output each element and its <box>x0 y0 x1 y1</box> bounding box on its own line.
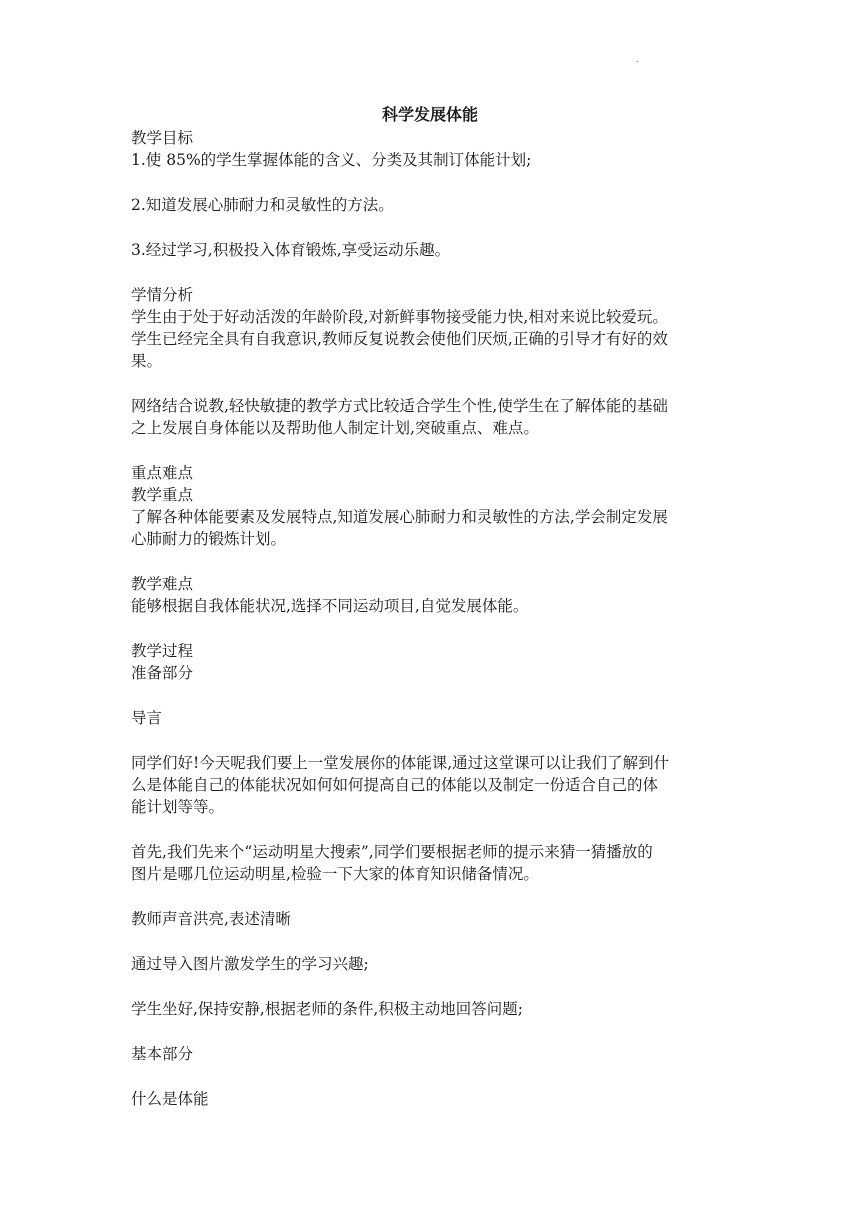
paragraph-gap <box>131 439 731 462</box>
text-line: 能计划等等。 <box>131 798 225 816</box>
text-line: 教学过程 <box>131 642 194 660</box>
text-line: 学生坐好,保持安静,根据老师的条件,积极主动地回答问题; <box>131 1000 524 1018</box>
text-line: 学生已经完全具有自我意识,教师反复说教会使他们厌烦,正确的引导才有好的效 <box>131 330 668 348</box>
text-line: 么是体能自己的体能状况如何如何提高自己的体能以及制定一份适合自己的体 <box>131 776 659 794</box>
paragraph-gap <box>131 818 731 841</box>
text-line: 2.知道发展心肺耐力和灵敏性的方法。 <box>131 196 394 214</box>
text-line: 之上发展自身体能以及帮助他人制定计划,突破重点、难点。 <box>131 419 539 437</box>
paragraph-gap <box>131 550 731 573</box>
text-line: 准备部分 <box>131 664 194 682</box>
text-line: 通过导入图片激发学生的学习兴趣; <box>131 955 369 973</box>
text-line: 1.使 85%的学生掌握体能的含义、分类及其制订体能计划; <box>131 151 532 169</box>
paragraph-gap <box>131 617 731 640</box>
paragraph-gap <box>131 1065 731 1088</box>
paragraph-gap <box>131 261 731 284</box>
document-title: 科学发展体能 <box>381 105 478 124</box>
paragraph-gap <box>131 729 731 752</box>
text-line: 教师声音洪亮,表述清晰 <box>131 910 291 928</box>
paragraph-gap <box>131 171 731 194</box>
text-line: 果。 <box>131 352 163 370</box>
paragraph-gap <box>131 684 731 707</box>
text-line: 学生由于处于好动活泼的年龄阶段,对新鲜事物接受能力快,相对来说比较爱玩。 <box>131 308 668 326</box>
paragraph-gap <box>131 216 731 239</box>
text-line: 图片是哪几位运动明星,检验一下大家的体育知识储备情况。 <box>131 865 539 883</box>
paragraph-gap <box>131 975 731 998</box>
text-line: 教学重点 <box>131 486 194 504</box>
text-line: 教学目标 <box>131 129 194 147</box>
corner-mark: . <box>636 55 639 64</box>
paragraph-gap <box>131 1020 731 1043</box>
paragraph-gap <box>131 930 731 953</box>
text-line: 重点难点 <box>131 464 194 482</box>
text-line: 网络结合说教,轻快敏捷的教学方式比较适合学生个性,使学生在了解体能的基础 <box>131 397 668 415</box>
text-line: 首先,我们先来个“运动明星大搜索”,同学们要根据老师的提示来猜一猜播放的 <box>131 843 653 861</box>
text-line: 同学们好!今天呢我们要上一堂发展你的体能课,通过这堂课可以让我们了解到什 <box>131 754 670 772</box>
text-line: 什么是体能 <box>131 1090 209 1108</box>
text-line: 导言 <box>131 709 163 727</box>
text-line: 学情分析 <box>131 286 194 304</box>
document-body <box>131 127 731 1110</box>
paragraph-gap <box>131 885 731 908</box>
text-line: 教学难点 <box>131 575 194 593</box>
text-line: 能够根据自我体能状况,选择不同运动项目,自觉发展体能。 <box>131 597 529 615</box>
text-line: 了解各种体能要素及发展特点,知道发展心肺耐力和灵敏性的方法,学会制定发展 <box>131 508 668 526</box>
text-line: 基本部分 <box>131 1045 194 1063</box>
text-line: 3.经过学习,积极投入体育锻炼,享受运动乐趣。 <box>131 241 451 259</box>
text-line: 心肺耐力的锻炼计划。 <box>131 530 287 548</box>
paragraph-gap <box>131 372 731 395</box>
